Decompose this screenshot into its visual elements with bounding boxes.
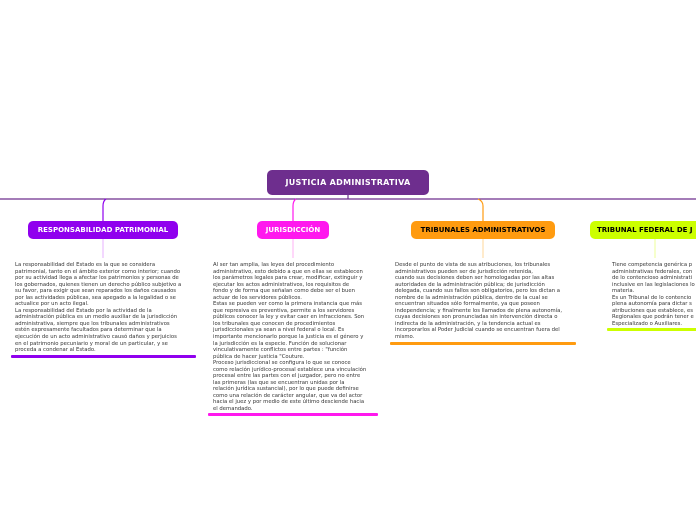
note-underline-jurisdiccion: [208, 413, 378, 416]
note-responsabilidad-patrimonial[interactable]: La responsabilidad del Estado es la que se considera patrimonial, tanto en el ámbito exterior como interior; cuando por su actividad llega a afectar los patrimonios y personas de los gobernados, quienes tienen un derecho público subjetivo a su favor, para exigir que sean reparados los daños causados por las actividades públicas, sea apegado a la legalidad o se actualice por un acto ilegal. La responsabilidad del Estado por la actividad de la administración pública es un medio auxiliar de la jurisdicción administrativa, siempre que los tribunales administrativos estén expresamente facultados para determinar que la ejecución de un acto administrativo causó daños y perjuicios en el patrimonio pecuniario y moral de un particular, y se proceda a condenar al Estado.: [15, 262, 182, 354]
topic-tribunal-federal[interactable]: TRIBUNAL FEDERAL DE J: [590, 221, 696, 239]
note-underline-tribunales: [390, 342, 576, 345]
note-underline-responsabilidad: [11, 355, 196, 358]
note-jurisdiccion[interactable]: Al ser tan amplia, las leyes del procedimiento administrativo, esto debido a que en ellas se establecen los parámetros legales para crear, modificar, extinguir y ejecutar los actos administrativos, los requisitos de fondo y de forma que señalan como debe ser el buen actuar de los servidores públicos. Estas se pueden ver como la primera instancia que más que represiva es preventiva, permite a los servidores públicos conocer la ley y evitar caer en infracciones. Son los tribunales que conocen de procedimientos jurisdiccionales ya sean a nivel federal o local. Es importante mencionarlo porque la justicia es el género y la jurisdicción es la especie. Función de solucionar vinculativamente conflictos entre partes : "función pública de hacer justicia "Couture. Proceso jurisdiccional se configura lo que se conoce como relación jurídico-procesal establece una vinculación procesal entre las partes con el juzgador, pero no entre las primeras (las que se encuentran unidas por la relación jurídica sustancial), por lo que puede definirse como una relación de carácter angular, que va del actor hacia el juez y por medio de este último desciende hacia el demandado.: [213, 262, 367, 413]
note-tribunal-federal[interactable]: Tiene competencia genérica p administrativas federales, con de lo contencioso administrati inclusive en las legislaciones lo materia. Es un Tribunal de lo contencio plena autonomía para dictar s atribuciones que establece, es Regionales que podrán tener e Especializado o Auxiliares.: [612, 262, 695, 327]
connector-responsabilidad: [103, 199, 106, 221]
topic-tribunales-administrativos[interactable]: TRIBUNALES ADMINISTRATIVOS: [411, 221, 555, 239]
topic-jurisdiccion[interactable]: JURISDICCIÓN: [257, 221, 329, 239]
root-topic[interactable]: JUSTICIA ADMINISTRATIVA: [267, 170, 429, 195]
connector-tribunales: [478, 199, 483, 221]
connector-jurisdiccion: [293, 199, 296, 221]
note-underline-tribunal-federal: [607, 328, 696, 331]
note-tribunales-administrativos[interactable]: Desde el punto de vista de sus atribuciones, los tribunales administrativos pueden ser de jurisdicción retenida, cuando sus decisiones deben ser homologadas por las altas autoridades de la administración pública; de jurisdicción delegada, cuando sus fallos son obligatorios, pero los dictan a nombre de la administración pública, dentro de la cual se encuentran situados sólo formalmente, ya que poseen independencia; y finalmente los llamados de plena autonomía, cuyas decisiones son pronunciadas sin intervención directa o indirecta de la administración, y la tendencia actual es incorporarlos al Poder Judicial cuando se encuentran fuera del mismo.: [395, 262, 563, 341]
topic-responsabilidad-patrimonial[interactable]: RESPONSABILIDAD PATRIMONIAL: [28, 221, 178, 239]
